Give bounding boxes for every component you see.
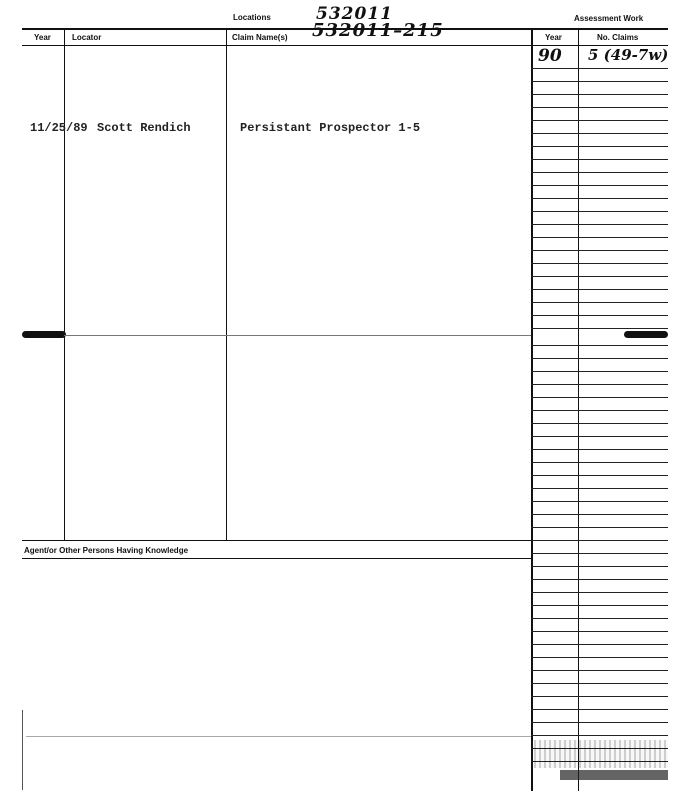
entry-date: 11/25/89	[30, 121, 88, 135]
assess-rule	[531, 107, 668, 108]
header-bottom-rule	[22, 45, 668, 46]
assess-rule	[531, 722, 668, 723]
assess-rule	[531, 449, 668, 450]
assess-rule	[531, 631, 668, 632]
assess-rule	[531, 94, 668, 95]
assess-rule	[531, 410, 668, 411]
assess-rule	[531, 501, 668, 502]
locations-handwritten: 532011	[316, 4, 393, 24]
lower-faint-line	[26, 736, 531, 737]
assess-claims-handwritten: 5 (49-7w)	[588, 46, 669, 64]
assess-year-handwritten: 90	[538, 46, 562, 66]
assess-rule	[531, 657, 668, 658]
fold-marker-left	[22, 331, 66, 338]
assess-rule	[531, 159, 668, 160]
assessment-work-label: Assessment Work	[574, 14, 644, 23]
agent-section-top-rule	[22, 540, 532, 541]
assess-rule	[531, 735, 668, 736]
assess-rule	[531, 566, 668, 567]
assess-rule	[531, 423, 668, 424]
assess-rule	[531, 146, 668, 147]
locator-column-header: Locator	[72, 33, 102, 42]
assess-rule	[531, 250, 668, 251]
no-claims-column-header: No. Claims	[597, 33, 639, 42]
agent-section-label: Agent/or Other Persons Having Knowledge	[24, 546, 189, 555]
assess-rule	[531, 462, 668, 463]
locations-label: Locations	[233, 13, 271, 22]
assess-rule	[531, 224, 668, 225]
assess-rule	[531, 276, 668, 277]
year-column-header: Year	[34, 33, 51, 42]
assess-rule	[531, 133, 668, 134]
entry-claim-name: Persistant Prospector 1-5	[240, 121, 421, 135]
fold-marker-right	[624, 331, 668, 338]
assess-rule	[531, 436, 668, 437]
assess-rule	[531, 397, 668, 398]
scan-noise	[534, 740, 668, 768]
assess-rule	[531, 120, 668, 121]
assess-rule	[531, 211, 668, 212]
assess-rule	[531, 488, 668, 489]
assess-rule	[531, 237, 668, 238]
assess-rule	[531, 696, 668, 697]
assess-rule	[531, 302, 668, 303]
assess-rule	[531, 172, 668, 173]
assess-year-column-header: Year	[545, 33, 562, 42]
assess-rule	[531, 384, 668, 385]
assess-rule	[531, 540, 668, 541]
assess-rule	[531, 475, 668, 476]
assess-rule	[531, 514, 668, 515]
assess-rule	[531, 618, 668, 619]
assess-rule	[531, 371, 668, 372]
assess-rule	[531, 345, 668, 346]
entry-locator: Scott Rendich	[97, 121, 191, 135]
assess-rule	[531, 709, 668, 710]
assess-rule	[531, 683, 668, 684]
claim-names-column-header: Claim Name(s)	[232, 33, 288, 42]
agent-section-bottom-rule	[22, 558, 532, 559]
column-divider-locator	[226, 29, 227, 540]
scan-noise-dark	[560, 770, 668, 780]
claim-names-handwritten: 532011–215	[312, 20, 444, 41]
assess-rule	[531, 644, 668, 645]
assess-rule	[531, 527, 668, 528]
assess-rule	[531, 553, 668, 554]
assess-rule	[531, 592, 668, 593]
left-edge-fragment	[22, 710, 23, 790]
column-divider-year	[64, 29, 65, 540]
assess-rule	[531, 263, 668, 264]
assess-rule	[531, 198, 668, 199]
assess-rule	[531, 328, 668, 329]
assess-rule	[531, 68, 668, 69]
assess-rule	[531, 358, 668, 359]
assess-rule	[531, 185, 668, 186]
fold-line	[64, 335, 531, 336]
assess-rule	[531, 315, 668, 316]
assess-rule	[531, 289, 668, 290]
assess-rule	[531, 579, 668, 580]
assess-rule	[531, 605, 668, 606]
assess-rule	[531, 670, 668, 671]
assess-rule	[531, 81, 668, 82]
